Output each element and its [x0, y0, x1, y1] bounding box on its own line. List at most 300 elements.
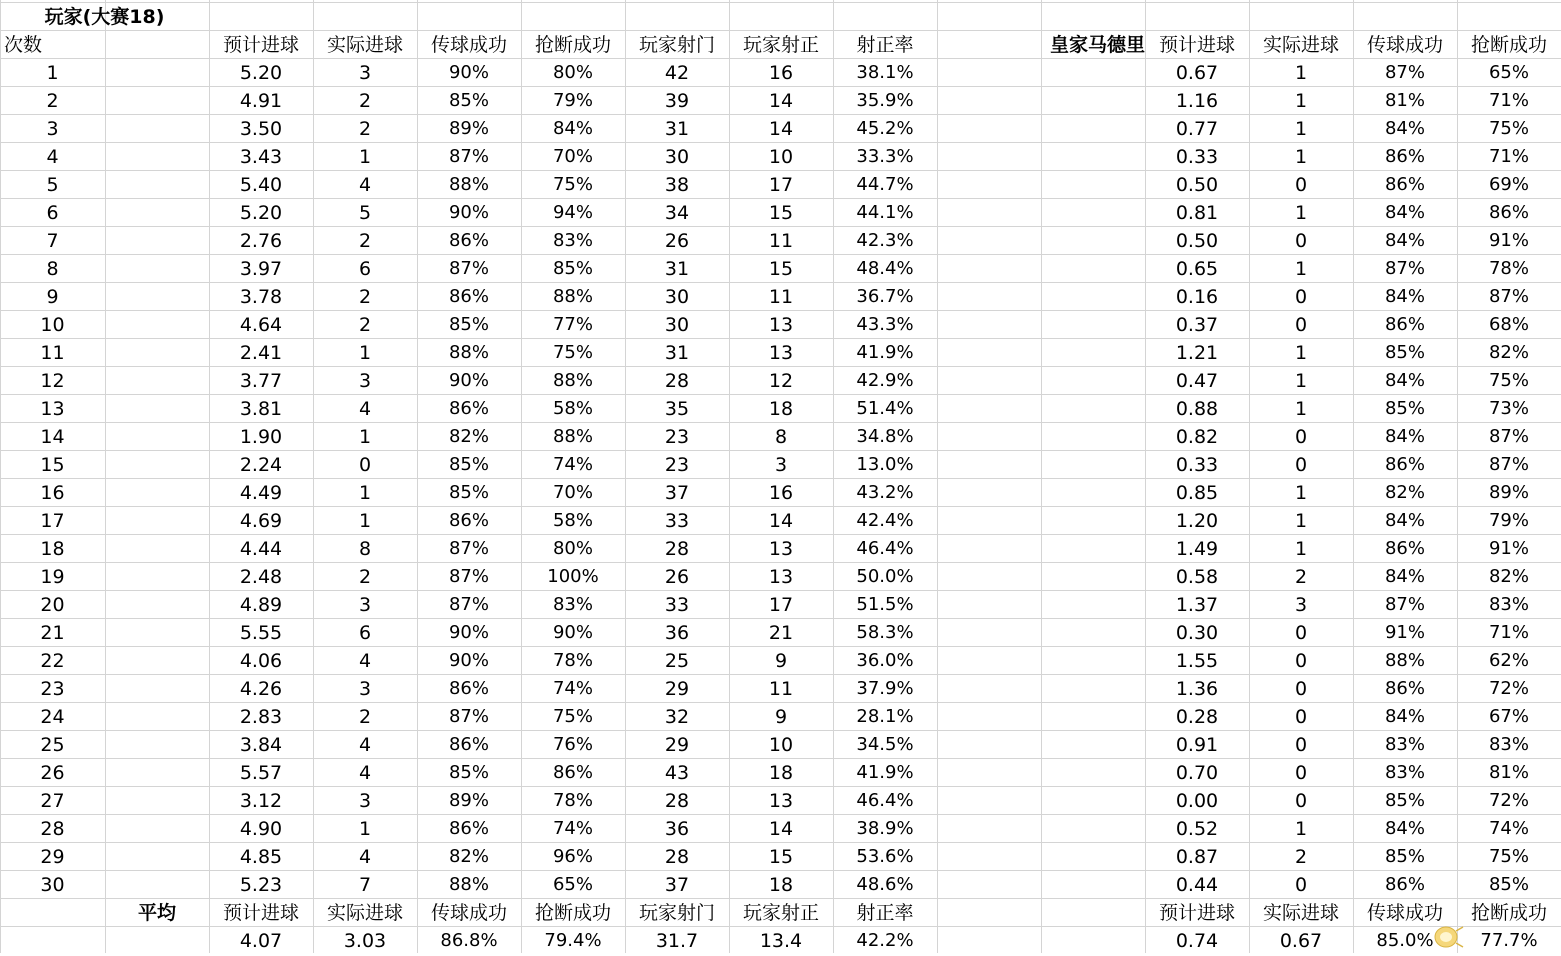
opponent-data-cell[interactable]: 1.49 [1175, 538, 1219, 560]
player-data-cell[interactable]: 21 [768, 622, 794, 644]
player-data-cell[interactable]: 89% [448, 118, 489, 139]
player-data-cell[interactable]: 34.5% [856, 734, 914, 755]
player-data-cell[interactable]: 41.9% [856, 762, 914, 783]
opponent-data-cell[interactable]: 0 [1294, 874, 1308, 896]
player-data-cell[interactable]: 3.77 [239, 370, 283, 392]
opponent-data-cell[interactable]: 71% [1488, 90, 1529, 111]
player-data-cell[interactable]: 4 [358, 174, 372, 196]
player-data-cell[interactable]: 90% [448, 202, 489, 223]
opponent-data-cell[interactable]: 0 [1294, 174, 1308, 196]
player-data-cell[interactable]: 58% [552, 398, 593, 419]
opponent-data-cell[interactable]: 87% [1384, 62, 1425, 83]
opponent-data-cell[interactable]: 0 [1294, 314, 1308, 336]
opponent-data-cell[interactable]: 0.81 [1175, 202, 1219, 224]
player-data-cell[interactable]: 31 [664, 258, 690, 280]
player-average-header[interactable]: 玩家射门 [638, 902, 715, 924]
opponent-data-cell[interactable]: 86% [1488, 202, 1529, 223]
player-data-cell[interactable]: 33.3% [856, 146, 914, 167]
opponent-data-cell[interactable]: 1 [1294, 370, 1308, 392]
player-data-cell[interactable]: 75% [552, 174, 593, 195]
player-data-cell[interactable]: 15 [768, 202, 794, 224]
player-data-cell[interactable]: 14 [768, 510, 794, 532]
row-number-cell[interactable]: 1 [46, 62, 59, 84]
row-number-header[interactable]: 次数 [4, 34, 43, 56]
player-data-cell[interactable]: 82% [448, 846, 489, 867]
player-data-cell[interactable]: 4.89 [239, 594, 283, 616]
player-data-cell[interactable]: 3.81 [239, 398, 283, 420]
opponent-data-cell[interactable]: 1 [1294, 398, 1308, 420]
player-data-cell[interactable]: 87% [448, 566, 489, 587]
player-data-cell[interactable]: 14 [768, 118, 794, 140]
opponent-data-cell[interactable]: 68% [1488, 314, 1529, 335]
opponent-average-value[interactable]: 0.67 [1279, 930, 1323, 952]
opponent-data-cell[interactable]: 85% [1384, 342, 1425, 363]
player-data-cell[interactable]: 86% [448, 286, 489, 307]
opponent-data-cell[interactable]: 0.82 [1175, 426, 1219, 448]
player-data-cell[interactable]: 85% [448, 762, 489, 783]
opponent-data-cell[interactable]: 0 [1294, 762, 1308, 784]
player-data-cell[interactable]: 42.3% [856, 230, 914, 251]
player-data-cell[interactable]: 53.6% [856, 846, 914, 867]
player-data-cell[interactable]: 86% [448, 734, 489, 755]
opponent-data-cell[interactable]: 0.87 [1175, 846, 1219, 868]
player-data-cell[interactable]: 86% [448, 510, 489, 531]
player-data-cell[interactable]: 5.55 [239, 622, 283, 644]
player-column-header[interactable]: 玩家射正 [742, 34, 819, 56]
player-data-cell[interactable]: 90% [448, 370, 489, 391]
player-data-cell[interactable]: 13 [768, 314, 794, 336]
player-data-cell[interactable]: 5.40 [239, 174, 283, 196]
row-number-cell[interactable]: 29 [40, 846, 65, 868]
player-data-cell[interactable]: 18 [768, 874, 794, 896]
row-number-cell[interactable]: 25 [40, 734, 65, 756]
player-data-cell[interactable]: 87% [448, 146, 489, 167]
row-number-cell[interactable]: 22 [40, 650, 65, 672]
player-data-cell[interactable]: 58.3% [856, 622, 914, 643]
player-data-cell[interactable]: 5.23 [239, 874, 283, 896]
opponent-average-header[interactable]: 抢断成功 [1470, 902, 1547, 924]
opponent-data-cell[interactable]: 86% [1384, 874, 1425, 895]
player-data-cell[interactable]: 87% [448, 538, 489, 559]
opponent-average-header[interactable]: 预计进球 [1158, 902, 1235, 924]
opponent-data-cell[interactable]: 1 [1294, 818, 1308, 840]
opponent-section-title[interactable]: 皇家马德里 [1049, 34, 1145, 56]
opponent-data-cell[interactable]: 85% [1488, 874, 1529, 895]
player-data-cell[interactable]: 79% [552, 90, 593, 111]
player-data-cell[interactable]: 3.50 [239, 118, 283, 140]
opponent-data-cell[interactable]: 83% [1384, 734, 1425, 755]
player-data-cell[interactable]: 29 [664, 734, 690, 756]
player-data-cell[interactable]: 9 [774, 706, 788, 728]
player-average-header[interactable]: 射正率 [856, 902, 914, 924]
opponent-data-cell[interactable]: 75% [1488, 846, 1529, 867]
row-number-cell[interactable]: 12 [40, 370, 65, 392]
player-data-cell[interactable]: 90% [448, 62, 489, 83]
opponent-data-cell[interactable]: 83% [1488, 734, 1529, 755]
player-data-cell[interactable]: 1 [358, 342, 372, 364]
player-data-cell[interactable]: 85% [448, 482, 489, 503]
opponent-data-cell[interactable]: 1 [1294, 258, 1308, 280]
player-data-cell[interactable]: 16 [768, 62, 794, 84]
row-number-cell[interactable]: 24 [40, 706, 65, 728]
opponent-data-cell[interactable]: 0 [1294, 650, 1308, 672]
player-data-cell[interactable]: 13 [768, 342, 794, 364]
opponent-data-cell[interactable]: 84% [1384, 118, 1425, 139]
opponent-data-cell[interactable]: 1 [1294, 510, 1308, 532]
opponent-data-cell[interactable]: 0.58 [1175, 566, 1219, 588]
player-data-cell[interactable]: 4 [358, 734, 372, 756]
player-section-title[interactable]: 玩家(大赛18) [44, 6, 165, 28]
player-data-cell[interactable]: 3.12 [239, 790, 283, 812]
opponent-data-cell[interactable]: 2 [1294, 846, 1308, 868]
opponent-data-cell[interactable]: 75% [1488, 370, 1529, 391]
player-data-cell[interactable]: 3.78 [239, 286, 283, 308]
row-number-cell[interactable]: 20 [40, 594, 65, 616]
player-data-cell[interactable]: 2.41 [239, 342, 283, 364]
opponent-data-cell[interactable]: 0.50 [1175, 230, 1219, 252]
player-data-cell[interactable]: 2 [358, 314, 372, 336]
row-number-cell[interactable]: 15 [40, 454, 65, 476]
player-data-cell[interactable]: 33 [664, 594, 690, 616]
player-data-cell[interactable]: 23 [664, 426, 690, 448]
opponent-data-cell[interactable]: 71% [1488, 146, 1529, 167]
player-data-cell[interactable]: 86% [448, 398, 489, 419]
player-data-cell[interactable]: 86% [448, 678, 489, 699]
opponent-data-cell[interactable]: 84% [1384, 818, 1425, 839]
row-number-cell[interactable]: 30 [40, 874, 65, 896]
player-column-header[interactable]: 玩家射门 [638, 34, 715, 56]
player-data-cell[interactable]: 88% [448, 174, 489, 195]
player-data-cell[interactable]: 3 [774, 454, 788, 476]
player-data-cell[interactable]: 38 [664, 174, 690, 196]
player-average-value[interactable]: 79.4% [544, 930, 602, 951]
opponent-data-cell[interactable]: 0.33 [1175, 454, 1219, 476]
player-data-cell[interactable]: 4.64 [239, 314, 283, 336]
player-data-cell[interactable]: 34 [664, 202, 690, 224]
player-data-cell[interactable]: 4.44 [239, 538, 283, 560]
opponent-data-cell[interactable]: 1 [1294, 62, 1308, 84]
player-data-cell[interactable]: 28 [664, 370, 690, 392]
opponent-data-cell[interactable]: 88% [1384, 650, 1425, 671]
row-number-cell[interactable]: 17 [40, 510, 65, 532]
row-number-cell[interactable]: 13 [40, 398, 65, 420]
opponent-data-cell[interactable]: 67% [1488, 706, 1529, 727]
player-data-cell[interactable]: 34.8% [856, 426, 914, 447]
row-number-cell[interactable]: 2 [46, 90, 59, 112]
player-data-cell[interactable]: 74% [552, 818, 593, 839]
opponent-data-cell[interactable]: 0.65 [1175, 258, 1219, 280]
player-data-cell[interactable]: 6 [358, 622, 372, 644]
opponent-data-cell[interactable]: 1 [1294, 538, 1308, 560]
opponent-data-cell[interactable]: 87% [1488, 286, 1529, 307]
player-data-cell[interactable]: 42 [664, 62, 690, 84]
player-data-cell[interactable]: 90% [552, 622, 593, 643]
player-data-cell[interactable]: 2.24 [239, 454, 283, 476]
row-number-cell[interactable]: 14 [40, 426, 65, 448]
player-data-cell[interactable]: 38.1% [856, 62, 914, 83]
opponent-data-cell[interactable]: 87% [1384, 258, 1425, 279]
opponent-average-value[interactable]: 85.0% [1376, 930, 1434, 951]
player-data-cell[interactable]: 4.26 [239, 678, 283, 700]
opponent-data-cell[interactable]: 84% [1384, 426, 1425, 447]
player-data-cell[interactable]: 37 [664, 482, 690, 504]
player-data-cell[interactable]: 74% [552, 678, 593, 699]
player-data-cell[interactable]: 83% [552, 594, 593, 615]
player-data-cell[interactable]: 38.9% [856, 818, 914, 839]
player-data-cell[interactable]: 6 [358, 258, 372, 280]
player-data-cell[interactable]: 86% [552, 762, 593, 783]
player-data-cell[interactable]: 3.84 [239, 734, 283, 756]
player-data-cell[interactable]: 10 [768, 734, 794, 756]
opponent-data-cell[interactable]: 0.85 [1175, 482, 1219, 504]
player-data-cell[interactable]: 13 [768, 566, 794, 588]
player-data-cell[interactable]: 48.4% [856, 258, 914, 279]
opponent-data-cell[interactable]: 0 [1294, 790, 1308, 812]
player-data-cell[interactable]: 5 [358, 202, 372, 224]
opponent-data-cell[interactable]: 65% [1488, 62, 1529, 83]
player-data-cell[interactable]: 30 [664, 146, 690, 168]
player-data-cell[interactable]: 80% [552, 62, 593, 83]
player-data-cell[interactable]: 85% [552, 258, 593, 279]
opponent-data-cell[interactable]: 62% [1488, 650, 1529, 671]
player-average-value[interactable]: 4.07 [239, 930, 283, 952]
player-data-cell[interactable]: 32 [664, 706, 690, 728]
player-average-value[interactable]: 31.7 [655, 930, 699, 952]
player-data-cell[interactable]: 35.9% [856, 90, 914, 111]
player-data-cell[interactable]: 88% [552, 370, 593, 391]
average-label[interactable]: 平均 [137, 902, 176, 924]
opponent-data-cell[interactable]: 1 [1294, 202, 1308, 224]
player-data-cell[interactable]: 1 [358, 482, 372, 504]
row-number-cell[interactable]: 23 [40, 678, 65, 700]
player-data-cell[interactable]: 11 [768, 286, 794, 308]
player-data-cell[interactable]: 76% [552, 734, 593, 755]
player-data-cell[interactable]: 2 [358, 566, 372, 588]
opponent-data-cell[interactable]: 0.67 [1175, 62, 1219, 84]
player-data-cell[interactable]: 43.3% [856, 314, 914, 335]
opponent-data-cell[interactable]: 86% [1384, 538, 1425, 559]
row-number-cell[interactable]: 4 [46, 146, 59, 168]
opponent-data-cell[interactable]: 86% [1384, 174, 1425, 195]
player-data-cell[interactable]: 15 [768, 258, 794, 280]
player-column-header[interactable]: 预计进球 [222, 34, 299, 56]
opponent-column-header[interactable]: 抢断成功 [1470, 34, 1547, 56]
row-number-cell[interactable]: 27 [40, 790, 65, 812]
player-data-cell[interactable]: 1 [358, 510, 372, 532]
opponent-data-cell[interactable]: 84% [1384, 202, 1425, 223]
player-data-cell[interactable]: 2 [358, 90, 372, 112]
player-data-cell[interactable]: 90% [448, 622, 489, 643]
opponent-data-cell[interactable]: 83% [1384, 762, 1425, 783]
player-average-header[interactable]: 传球成功 [430, 902, 507, 924]
player-data-cell[interactable]: 31 [664, 342, 690, 364]
player-data-cell[interactable]: 8 [358, 538, 372, 560]
opponent-data-cell[interactable]: 85% [1384, 846, 1425, 867]
row-number-cell[interactable]: 7 [46, 230, 59, 252]
opponent-data-cell[interactable]: 1 [1294, 146, 1308, 168]
player-data-cell[interactable]: 36 [664, 818, 690, 840]
player-average-value[interactable]: 86.8% [440, 930, 498, 951]
player-data-cell[interactable]: 11 [768, 678, 794, 700]
opponent-data-cell[interactable]: 0.28 [1175, 706, 1219, 728]
player-average-value[interactable]: 13.4 [759, 930, 803, 952]
player-data-cell[interactable]: 17 [768, 174, 794, 196]
player-data-cell[interactable]: 25 [664, 650, 690, 672]
opponent-data-cell[interactable]: 0 [1294, 426, 1308, 448]
player-data-cell[interactable]: 1 [358, 146, 372, 168]
opponent-data-cell[interactable]: 1 [1294, 342, 1308, 364]
player-data-cell[interactable]: 44.1% [856, 202, 914, 223]
player-data-cell[interactable]: 7 [358, 874, 372, 896]
player-data-cell[interactable]: 44.7% [856, 174, 914, 195]
opponent-data-cell[interactable]: 91% [1488, 230, 1529, 251]
opponent-data-cell[interactable]: 84% [1384, 566, 1425, 587]
player-data-cell[interactable]: 48.6% [856, 874, 914, 895]
player-data-cell[interactable]: 28 [664, 538, 690, 560]
player-data-cell[interactable]: 74% [552, 454, 593, 475]
player-data-cell[interactable]: 18 [768, 762, 794, 784]
row-number-cell[interactable]: 26 [40, 762, 65, 784]
player-data-cell[interactable]: 58% [552, 510, 593, 531]
player-data-cell[interactable]: 36.7% [856, 286, 914, 307]
row-number-cell[interactable]: 8 [46, 258, 59, 280]
player-data-cell[interactable]: 16 [768, 482, 794, 504]
player-column-header[interactable]: 抢断成功 [534, 34, 611, 56]
player-data-cell[interactable]: 26 [664, 230, 690, 252]
player-data-cell[interactable]: 42.4% [856, 510, 914, 531]
player-data-cell[interactable]: 37 [664, 874, 690, 896]
opponent-data-cell[interactable]: 0.50 [1175, 174, 1219, 196]
opponent-data-cell[interactable]: 86% [1384, 678, 1425, 699]
player-data-cell[interactable]: 30 [664, 286, 690, 308]
player-data-cell[interactable]: 85% [448, 454, 489, 475]
opponent-data-cell[interactable]: 85% [1384, 398, 1425, 419]
opponent-data-cell[interactable]: 84% [1384, 510, 1425, 531]
player-data-cell[interactable]: 86% [448, 230, 489, 251]
opponent-data-cell[interactable]: 0 [1294, 678, 1308, 700]
player-data-cell[interactable]: 11 [768, 230, 794, 252]
opponent-data-cell[interactable]: 0.70 [1175, 762, 1219, 784]
player-data-cell[interactable]: 3 [358, 678, 372, 700]
row-number-cell[interactable]: 9 [46, 286, 59, 308]
player-data-cell[interactable]: 88% [448, 874, 489, 895]
player-data-cell[interactable]: 75% [552, 706, 593, 727]
player-data-cell[interactable]: 87% [448, 594, 489, 615]
player-data-cell[interactable]: 42.9% [856, 370, 914, 391]
player-data-cell[interactable]: 4.69 [239, 510, 283, 532]
player-data-cell[interactable]: 18 [768, 398, 794, 420]
player-data-cell[interactable]: 4 [358, 762, 372, 784]
player-data-cell[interactable]: 31 [664, 118, 690, 140]
row-number-cell[interactable]: 16 [40, 482, 65, 504]
player-data-cell[interactable]: 41.9% [856, 342, 914, 363]
player-data-cell[interactable]: 96% [552, 846, 593, 867]
player-data-cell[interactable]: 46.4% [856, 790, 914, 811]
player-data-cell[interactable]: 2.83 [239, 706, 283, 728]
opponent-data-cell[interactable]: 86% [1384, 314, 1425, 335]
opponent-data-cell[interactable]: 87% [1384, 594, 1425, 615]
player-data-cell[interactable]: 87% [448, 706, 489, 727]
player-data-cell[interactable]: 3.97 [239, 258, 283, 280]
player-data-cell[interactable]: 4 [358, 650, 372, 672]
player-data-cell[interactable]: 14 [768, 818, 794, 840]
opponent-data-cell[interactable]: 83% [1488, 594, 1529, 615]
opponent-data-cell[interactable]: 0.00 [1175, 790, 1219, 812]
row-number-cell[interactable]: 11 [40, 342, 65, 364]
player-data-cell[interactable]: 3 [358, 62, 372, 84]
player-column-header[interactable]: 射正率 [856, 34, 914, 56]
opponent-data-cell[interactable]: 2 [1294, 566, 1308, 588]
opponent-data-cell[interactable]: 3 [1294, 594, 1308, 616]
opponent-data-cell[interactable]: 87% [1488, 454, 1529, 475]
player-data-cell[interactable]: 43 [664, 762, 690, 784]
opponent-data-cell[interactable]: 1.37 [1175, 594, 1219, 616]
opponent-data-cell[interactable]: 1 [1294, 90, 1308, 112]
player-data-cell[interactable]: 86% [448, 818, 489, 839]
player-data-cell[interactable]: 84% [552, 118, 593, 139]
player-data-cell[interactable]: 3 [358, 370, 372, 392]
player-data-cell[interactable]: 9 [774, 650, 788, 672]
player-average-header[interactable]: 预计进球 [222, 902, 299, 924]
player-data-cell[interactable]: 39 [664, 90, 690, 112]
player-data-cell[interactable]: 12 [768, 370, 794, 392]
player-data-cell[interactable]: 70% [552, 146, 593, 167]
opponent-data-cell[interactable]: 82% [1384, 482, 1425, 503]
row-number-cell[interactable]: 3 [46, 118, 59, 140]
opponent-average-header[interactable]: 实际进球 [1262, 902, 1339, 924]
player-data-cell[interactable]: 87% [448, 258, 489, 279]
opponent-data-cell[interactable]: 0 [1294, 734, 1308, 756]
player-data-cell[interactable]: 5.20 [239, 202, 283, 224]
player-data-cell[interactable]: 70% [552, 482, 593, 503]
player-data-cell[interactable]: 2.76 [239, 230, 283, 252]
player-data-cell[interactable]: 35 [664, 398, 690, 420]
opponent-data-cell[interactable]: 0.44 [1175, 874, 1219, 896]
opponent-data-cell[interactable]: 81% [1488, 762, 1529, 783]
player-data-cell[interactable]: 4.91 [239, 90, 283, 112]
player-data-cell[interactable]: 45.2% [856, 118, 914, 139]
player-data-cell[interactable]: 88% [552, 286, 593, 307]
opponent-average-value[interactable]: 77.7% [1480, 930, 1538, 951]
opponent-data-cell[interactable]: 78% [1488, 258, 1529, 279]
player-data-cell[interactable]: 28 [664, 790, 690, 812]
player-data-cell[interactable]: 50.0% [856, 566, 914, 587]
opponent-data-cell[interactable]: 87% [1488, 426, 1529, 447]
player-data-cell[interactable]: 2 [358, 230, 372, 252]
row-number-cell[interactable]: 6 [46, 202, 59, 224]
player-data-cell[interactable]: 33 [664, 510, 690, 532]
player-data-cell[interactable]: 29 [664, 678, 690, 700]
row-number-cell[interactable]: 10 [40, 314, 65, 336]
player-column-header[interactable]: 实际进球 [326, 34, 403, 56]
opponent-data-cell[interactable]: 81% [1384, 90, 1425, 111]
player-data-cell[interactable]: 1 [358, 818, 372, 840]
player-data-cell[interactable]: 88% [448, 342, 489, 363]
player-data-cell[interactable]: 36 [664, 622, 690, 644]
player-data-cell[interactable]: 0 [358, 454, 372, 476]
opponent-data-cell[interactable]: 71% [1488, 622, 1529, 643]
player-data-cell[interactable]: 88% [552, 426, 593, 447]
player-data-cell[interactable]: 3.43 [239, 146, 283, 168]
player-data-cell[interactable]: 46.4% [856, 538, 914, 559]
player-data-cell[interactable]: 28.1% [856, 706, 914, 727]
opponent-average-value[interactable]: 0.74 [1175, 930, 1219, 952]
player-average-header[interactable]: 玩家射正 [742, 902, 819, 924]
opponent-data-cell[interactable]: 72% [1488, 790, 1529, 811]
opponent-data-cell[interactable]: 0.88 [1175, 398, 1219, 420]
opponent-data-cell[interactable]: 0.33 [1175, 146, 1219, 168]
player-data-cell[interactable]: 43.2% [856, 482, 914, 503]
